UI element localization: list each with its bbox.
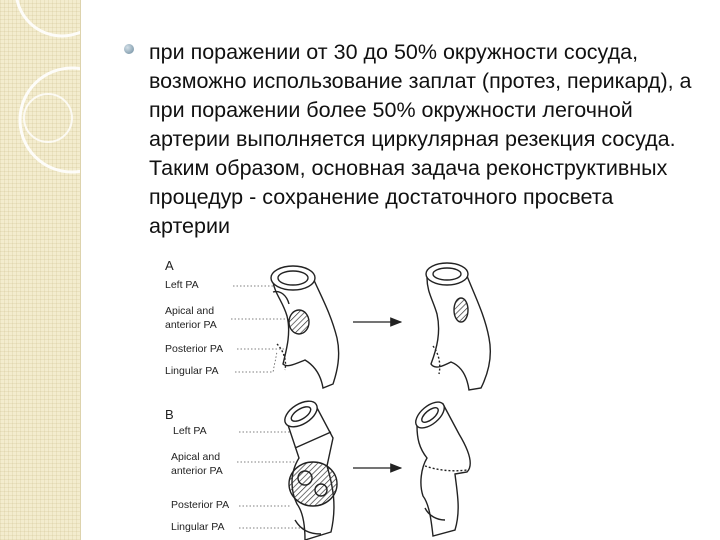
vessel-illustrations (155, 252, 655, 540)
surgical-diagram-figure (155, 252, 655, 540)
panel-b-label-apical-2: anterior PA (171, 465, 223, 477)
panel-a-label-lingular-pa: Lingular PA (165, 365, 219, 377)
panel-b-letter: B (165, 407, 174, 422)
panel-a-vessel-before (271, 266, 339, 388)
panel-b-label-posterior-pa: Posterior PA (171, 499, 230, 511)
bullet-dot-icon (124, 44, 134, 54)
panel-b-label-lingular-pa: Lingular PA (171, 521, 225, 533)
panel-a-vessel-after (426, 263, 490, 390)
panel-b-vessel-after (411, 397, 470, 536)
panel-a-label-apical-2: anterior PA (165, 319, 217, 331)
panel-b-label-apical-1: Apical and (171, 451, 221, 463)
bullet-text: при поражении от 30 до 50% окружности сосуда, возможно использование заплат (протез, перикард), а при поражении более 50% окружности легочной артерии выполняется циркулярная резекция сосуда. Таким образом, основная задача реконструктивных процедур - сохранение достаточного просвета артерии (149, 40, 692, 238)
panel-a-letter: A (165, 258, 174, 273)
panel-a-label-left-pa: Left PA (165, 279, 199, 291)
panel-b-vessel-before (280, 396, 337, 540)
panel-a-label-posterior-pa: Posterior PA (165, 343, 224, 355)
decorative-circles (0, 0, 80, 540)
bullet-list-item (124, 38, 699, 241)
panel-a-label-apical-1: Apical and (165, 305, 215, 317)
decorative-side-band (0, 0, 80, 540)
panel-b-label-left-pa: Left PA (173, 425, 207, 437)
slide-divider (80, 0, 81, 540)
